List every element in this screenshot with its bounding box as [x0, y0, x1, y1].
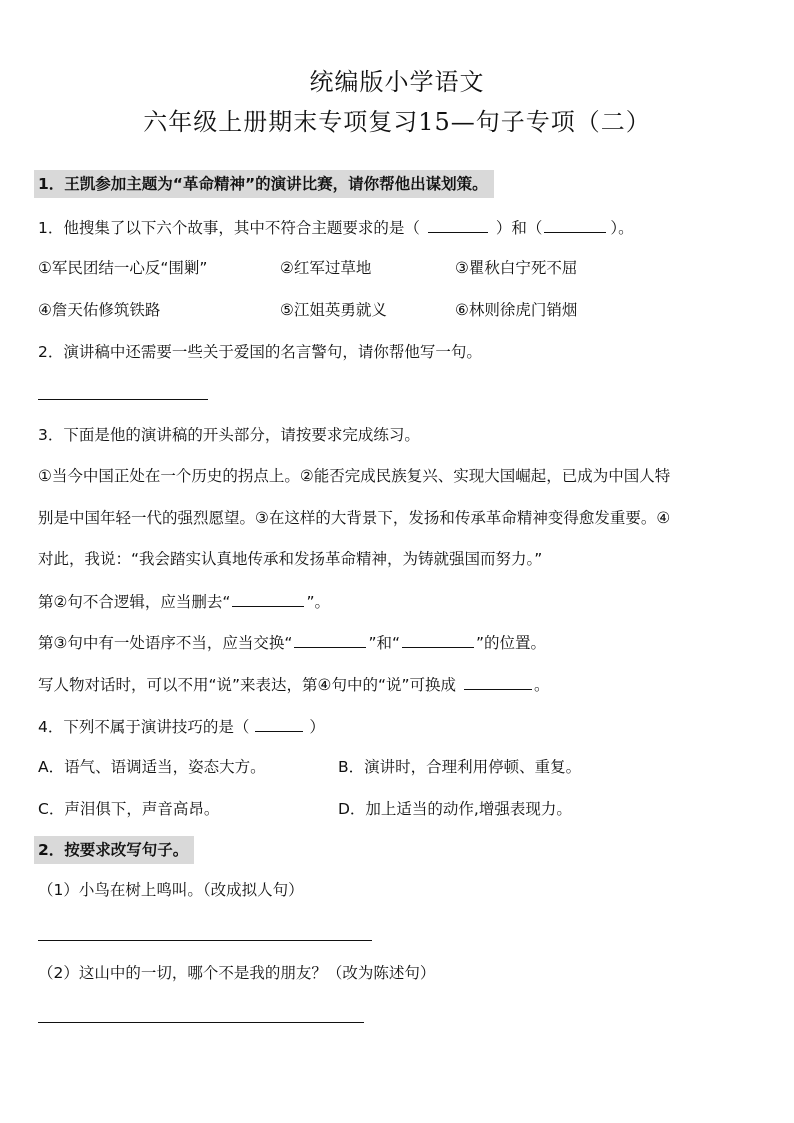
section-1-heading: 1．王凯参加主题为“革命精神”的演讲比赛，请你帮他出谋划策。 — [34, 170, 494, 198]
answer-blank-6[interactable] — [464, 674, 532, 690]
sub1-text-b: ”。 — [306, 593, 330, 611]
rewrite-item-1: （1）小鸟在树上鸣叫。（改成拟人句） — [38, 881, 304, 899]
story-option: ①军民团结一心反“围剿” — [38, 259, 208, 277]
answer-blank-2[interactable] — [544, 217, 606, 233]
story-option: ⑥林则徐虎门销烟 — [455, 301, 578, 319]
story-option: ③瞿秋白宁死不屈 — [455, 259, 578, 277]
answer-blank-4[interactable] — [294, 632, 366, 648]
sub2-text-a: 第③句中有一处语序不当，应当交换“ — [38, 634, 293, 652]
rewrite-item-2: （2）这山中的一切，哪个不是我的朋友？（改为陈述句） — [38, 964, 436, 982]
question-3-sub-1 — [38, 591, 330, 612]
sub3-text-a: 写人物对话时，可以不用“说”来表达，第④句中的“说”可换成 — [38, 676, 457, 694]
choice-a: A．语气、语调适当，姿态大方。 — [38, 758, 266, 776]
question-4 — [38, 716, 325, 737]
question-3-sub-2 — [38, 632, 546, 653]
answer-blank-7[interactable] — [255, 716, 303, 732]
choice-d: D．加上适当的动作,增强表现力。 — [338, 800, 572, 818]
question-1-text-c: ）。 — [610, 219, 634, 237]
answer-blank-1[interactable] — [428, 217, 488, 233]
question-1 — [38, 217, 634, 238]
question-3: 3．下面是他的演讲稿的开头部分，请按要求完成练习。 — [38, 426, 420, 444]
answer-line-rewrite-1[interactable] — [38, 940, 372, 941]
section-2-heading: 2．按要求改写句子。 — [34, 836, 194, 864]
sub2-text-b: ”和“ — [368, 634, 400, 652]
choice-c: C．声泪俱下，声音高昂。 — [38, 800, 220, 818]
question-1-text-a: 1．他搜集了以下六个故事，其中不符合主题要求的是（ — [38, 219, 420, 237]
answer-line-rewrite-2[interactable] — [38, 1022, 364, 1023]
speech-paragraph-line: 别是中国年轻一代的强烈愿望。③在这样的大背景下，发扬和传承革命精神变得愈发重要。④ — [38, 509, 671, 527]
story-option: ②红军过草地 — [280, 259, 372, 277]
document-title: 统编版小学语文 — [309, 68, 485, 96]
answer-line-q2[interactable] — [38, 399, 208, 400]
story-option: ⑤江姐英勇就义 — [280, 301, 387, 319]
answer-blank-3[interactable] — [232, 591, 304, 607]
sub3-text-b: 。 — [534, 676, 550, 694]
speech-paragraph-line: 对此，我说：“我会踏实认真地传承和发扬革命精神，为铸就强国而努力。” — [38, 550, 543, 568]
question-4-text-a: 4．下列不属于演讲技巧的是（ — [38, 718, 250, 736]
sub1-text-a: 第②句不合逻辑，应当删去“ — [38, 593, 231, 611]
question-1-text-b: ）和（ — [495, 219, 543, 237]
sub2-text-c: ”的位置。 — [476, 634, 547, 652]
choice-b: B．演讲时，合理利用停顿、重复。 — [338, 758, 582, 776]
question-3-sub-3 — [38, 674, 550, 695]
speech-paragraph-line: ①当今中国正处在一个历史的拐点上。②能否完成民族复兴、实现大国崛起，已成为中国人特 — [38, 467, 671, 485]
answer-blank-5[interactable] — [402, 632, 474, 648]
question-4-text-b: ） — [309, 718, 325, 736]
document-subtitle: 六年级上册期末专项复习15—句子专项（二） — [143, 108, 651, 136]
story-option: ④詹天佑修筑铁路 — [38, 301, 161, 319]
question-2: 2．演讲稿中还需要一些关于爱国的名言警句，请你帮他写一句。 — [38, 343, 482, 361]
